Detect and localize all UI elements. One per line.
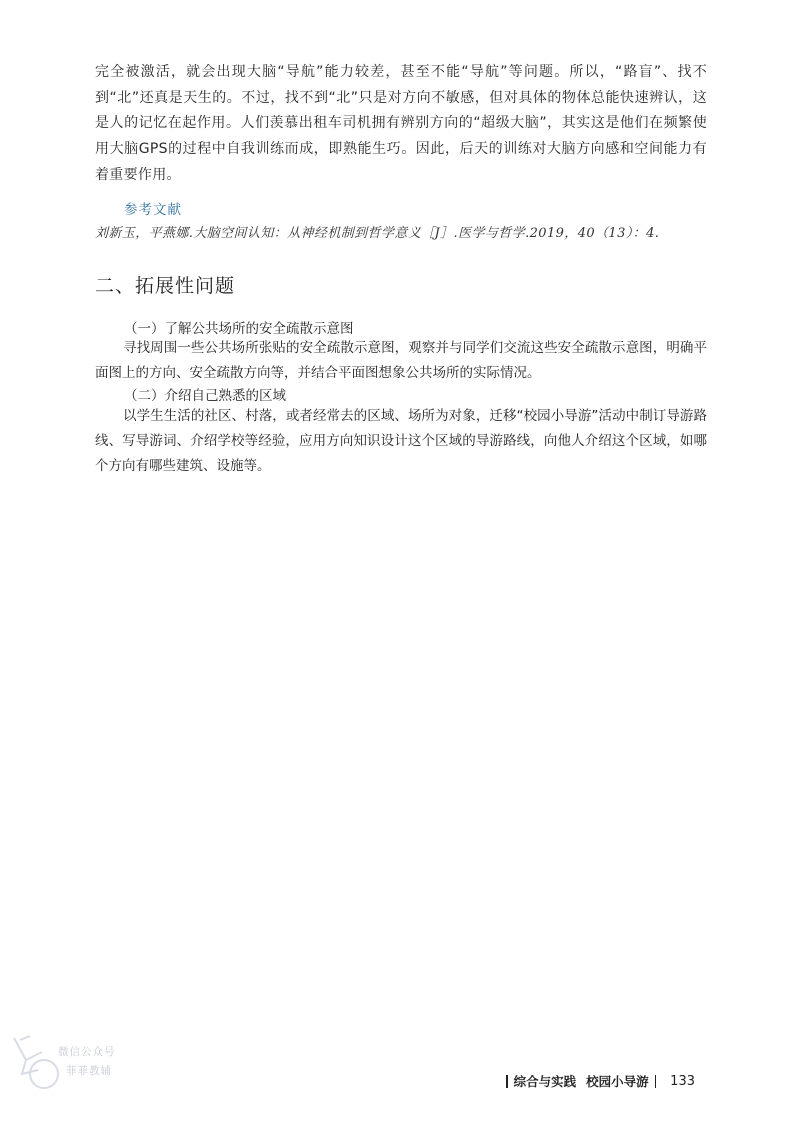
footer-divider [655,1075,657,1088]
intro-paragraph [95,60,707,189]
intro-text: 完全被激活，就会出现大脑“导航”能力较差，甚至不能“导航”等问题。所以，“路盲”、找不到“北”还真是天生的。不过，找不到“北”只是对方向不敏感，但对具体的物体总能快速辨认，这是人的记忆在起作用。人们羡慕出租车司机拥有辨别方向的“超级大脑”，其实这是他们在频繁使用大脑GPS的过程中自我训练而成，即熟能生巧。因此，后天的训练对大脑方向感和空间能力有着重要作用。 [95,64,707,183]
subsection-text-2 [95,404,707,479]
subsection-heading-2: （二）介绍自己熟悉的区域 [124,388,286,404]
subsection-heading-1: （一）了解公共场所的安全疏散示意图 [124,321,354,337]
watermark-line-1: 微信公众号 [58,1046,116,1058]
subsection-paragraph-1: 寻找周围一些公共场所张贴的安全疏散示意图，观察并与同学们交流这些安全疏散示意图，明确平面图上的方向、安全疏散方向等，并结合平面图想象公共场所的实际情况。 [95,340,707,381]
footer-divider [506,1075,508,1088]
reference-entry: 刘新玉，平燕娜.大脑空间认知：从神经机制到哲学意义［J］.医学与哲学.2019，40（13）：4. [95,226,660,241]
references-title: 参考文献 [124,202,182,218]
section-title: 二、拓展性问题 [95,275,236,297]
page-footer [500,1072,695,1090]
subsection-paragraph-2: 以学生生活的社区、村落，或者经常去的区域、场所为对象，迁移“校园小导游”活动中制订导游路线、写导游词、介绍学校等经验，应用方向知识设计这个区域的导游路线，向他人介绍这个区域，如哪个方向有哪些建筑、设施等。 [95,408,707,474]
footer-book-title: 综合与实践 [513,1074,577,1089]
page-number: 133 [670,1073,695,1089]
subsection-text-1 [95,336,707,386]
footer-chapter-title: 校园小导游 [586,1074,649,1089]
watermark-logo-icon [8,1030,68,1092]
watermark [8,1030,123,1095]
watermark-line-2: 菲菲教辅 [66,1065,112,1077]
